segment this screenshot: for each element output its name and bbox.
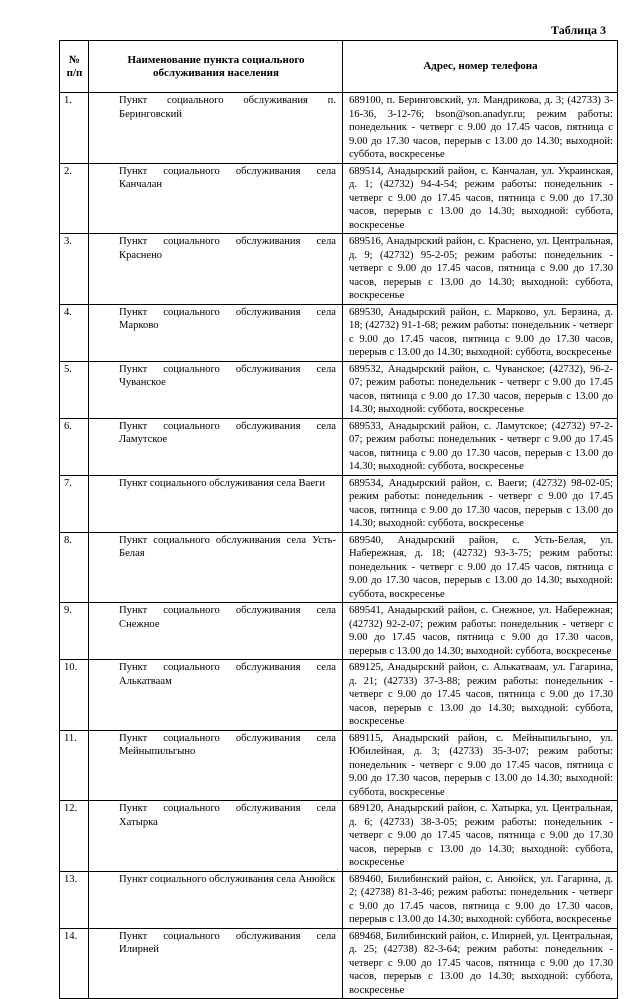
- row-address: 689460, Билибинский район, с. Анюйск, ул. Гагарина, д. 2; (42738) 81-3-46; режим работы: понедельник - четверг с 9.00 до 17.45 часов, пятница с 9.00 до 17.30 часов, перерыв с 13.00 до 14.30; выходной: суббота, воскресенье: [343, 871, 618, 928]
- table-row: [60, 928, 618, 999]
- row-name: Пункт социального обслуживания села Марково: [89, 304, 343, 361]
- row-address: 689120, Анадырский район, с. Хатырка, ул. Центральная, д. 6; (42733) 38-3-05; режим работы: понедельник - четверг с 9.00 до 17.45 часов, пятница с 9.00 до 17.30 часов, перерыв с 13.00 до 14.30; выходной: суббота, воскресенье: [343, 801, 618, 872]
- row-num: 1.: [60, 93, 89, 164]
- table-header-row: [60, 41, 618, 93]
- table-row: [60, 603, 618, 660]
- row-address: 689115, Анадырский район, с. Мейныпильгыно, ул. Юбилейная, д. 3; (42733) 35-3-07; режим работы: понедельник - четверг с 9.00 до 17.45 часов, пятница с 9.00 до 17.30 часов, перерыв с 13.00 до 14.30; выходной: суббота, воскресенье: [343, 730, 618, 801]
- row-num: 7.: [60, 475, 89, 532]
- table-row: [60, 730, 618, 801]
- row-name: Пункт социального обслуживания села Хатырка: [89, 801, 343, 872]
- row-num: 4.: [60, 304, 89, 361]
- row-name: Пункт социального обслуживания села Усть-Белая: [89, 532, 343, 603]
- row-num: 5.: [60, 361, 89, 418]
- row-num: 9.: [60, 603, 89, 660]
- row-address: 689100, п. Беринговский, ул. Мандрикова, д. 3; (42733) 3-16-36, 3-12-76; bson@son.anadyr.ru; режим работы: понедельник - четверг с 9.00 до 17.45 часов, пятница с 9.00 до 17.30 часов, перерыв с 13.00 до 14.30; выходной: суббота, воскресенье: [343, 93, 618, 164]
- row-name: Пункт социального обслуживания села Мейныпильгыно: [89, 730, 343, 801]
- row-num: 8.: [60, 532, 89, 603]
- table-row: [60, 660, 618, 731]
- table-row: [60, 304, 618, 361]
- row-name: Пункт социального обслуживания села Снежное: [89, 603, 343, 660]
- table-row: [60, 532, 618, 603]
- row-address: 689516, Анадырский район, с. Краснено, ул. Центральная, д. 9; (42732) 95-2-05; режим работы: понедельник - четверг с 9.00 до 17.45 часов, пятница с 9.00 до 17.30 часов, перерыв с 13.00 до 14.30; выходной: суббота, воскресенье: [343, 234, 618, 305]
- table-row: [60, 93, 618, 164]
- row-address: 689468, Билибинский район, с. Илирней, ул. Центральная, д. 25; (42738) 82-3-64; режим работы: понедельник - четверг с 9.00 до 17.45 часов, пятница с 9.00 до 17.30 часов, перерыв с 13.00 до 14.30; выходной: суббота, воскресенье: [343, 928, 618, 999]
- row-address: 689125, Анадырский район, с. Алькатваам, ул. Гагарина, д. 21; (42733) 37-3-88; режим работы: понедельник - четверг с 9.00 до 17.45 часов, пятница с 9.00 до 17.30 часов, перерыв с 13.00 до 14.30; выходной: суббота, воскресенье: [343, 660, 618, 731]
- header-address: Адрес, номер телефона: [343, 41, 618, 93]
- row-num: 12.: [60, 801, 89, 872]
- row-name: Пункт социального обслуживания села Чуванское: [89, 361, 343, 418]
- table-row: [60, 234, 618, 305]
- row-address: 689533, Анадырский район, с. Ламутское; (42732) 97-2-07; режим работы: понедельник - четверг с 9.00 до 17.45 часов, пятница с 9.00 до 17.30 часов, перерыв с 13.00 до 14.30; выходной: суббота, воскресенье: [343, 418, 618, 475]
- table-row: [60, 871, 618, 928]
- table-row: [60, 163, 618, 234]
- header-num: № п/п: [60, 41, 89, 93]
- row-name: Пункт социального обслуживания села Ламутское: [89, 418, 343, 475]
- social-service-points-table: [59, 40, 618, 999]
- row-name: Пункт социального обслуживания села Краснено: [89, 234, 343, 305]
- row-num: 2.: [60, 163, 89, 234]
- row-name: Пункт социального обслуживания села Анюйск: [89, 871, 343, 928]
- table-row: [60, 361, 618, 418]
- row-num: 13.: [60, 871, 89, 928]
- row-name: Пункт социального обслуживания села Алькатваам: [89, 660, 343, 731]
- row-address: 689532, Анадырский район, с. Чуванское; (42732), 96-2-07; режим работы: понедельник - четверг с 9.00 до 17.45 часов, пятница с 9.00 до 17.30 часов, перерыв с 13.00 до 14.30; выходной: суббота, воскресенье: [343, 361, 618, 418]
- row-address: 689514, Анадырский район, с. Канчалан, ул. Украинская, д. 1; (42732) 94-4-54; режим работы: понедельник - четверг с 9.00 до 17.45 часов, пятница с 9.00 до 17.30 часов, перерыв с 13.00 до 14.30; выходной: суббота, воскресенье: [343, 163, 618, 234]
- row-name: Пункт социального обслуживания села Ваеги: [89, 475, 343, 532]
- row-address: 689540, Анадырский район, с. Усть-Белая, ул. Набережная, д. 18; (42732) 93-3-75; режим работы: понедельник - четверг с 9.00 до 17.45 часов, пятница с 9.00 до 17.30 часов, перерыв с 13.00 до 14.30; выходной: суббота, воскресенье: [343, 532, 618, 603]
- table-row: [60, 475, 618, 532]
- table-row: [60, 418, 618, 475]
- row-name: Пункт социального обслуживания села Илирней: [89, 928, 343, 999]
- row-address: 689534, Анадырский район, с. Ваеги; (42732) 98-02-05; режим работы: понедельник - четверг с 9.00 до 17.45 часов, пятница с 9.00 до 17.30 часов, перерыв с 13.00 до 14.30; выходной: суббота, воскресенье: [343, 475, 618, 532]
- row-num: 10.: [60, 660, 89, 731]
- table-row: [60, 801, 618, 872]
- row-address: 689530, Анадырский район, с. Марково, ул. Берзина, д. 18; (42732) 91-1-68; режим работы: понедельник - четверг с 9.00 до 17.45 часов, пятница с 9.00 до 17.30 часов, перерыв с 13.00 до 14.30; выходной: суббота, воскресенье: [343, 304, 618, 361]
- table-caption: Таблица 3: [551, 23, 606, 37]
- row-num: 14.: [60, 928, 89, 999]
- row-num: 6.: [60, 418, 89, 475]
- row-address: 689541, Анадырский район, с. Снежное, ул. Набережная; (42732) 92-2-07; режим работы: понедельник - четверг с 9.00 до 17.45 часов, пятница с 9.00 до 17.30 часов, перерыв с 13.00 до 14.30; выходной: суббота, воскресенье: [343, 603, 618, 660]
- row-num: 3.: [60, 234, 89, 305]
- header-name: Наименование пункта социального обслуживания населения: [89, 41, 343, 93]
- row-num: 11.: [60, 730, 89, 801]
- row-name: Пункт социального обслуживания п. Беринговский: [89, 93, 343, 164]
- row-name: Пункт социального обслуживания села Канчалан: [89, 163, 343, 234]
